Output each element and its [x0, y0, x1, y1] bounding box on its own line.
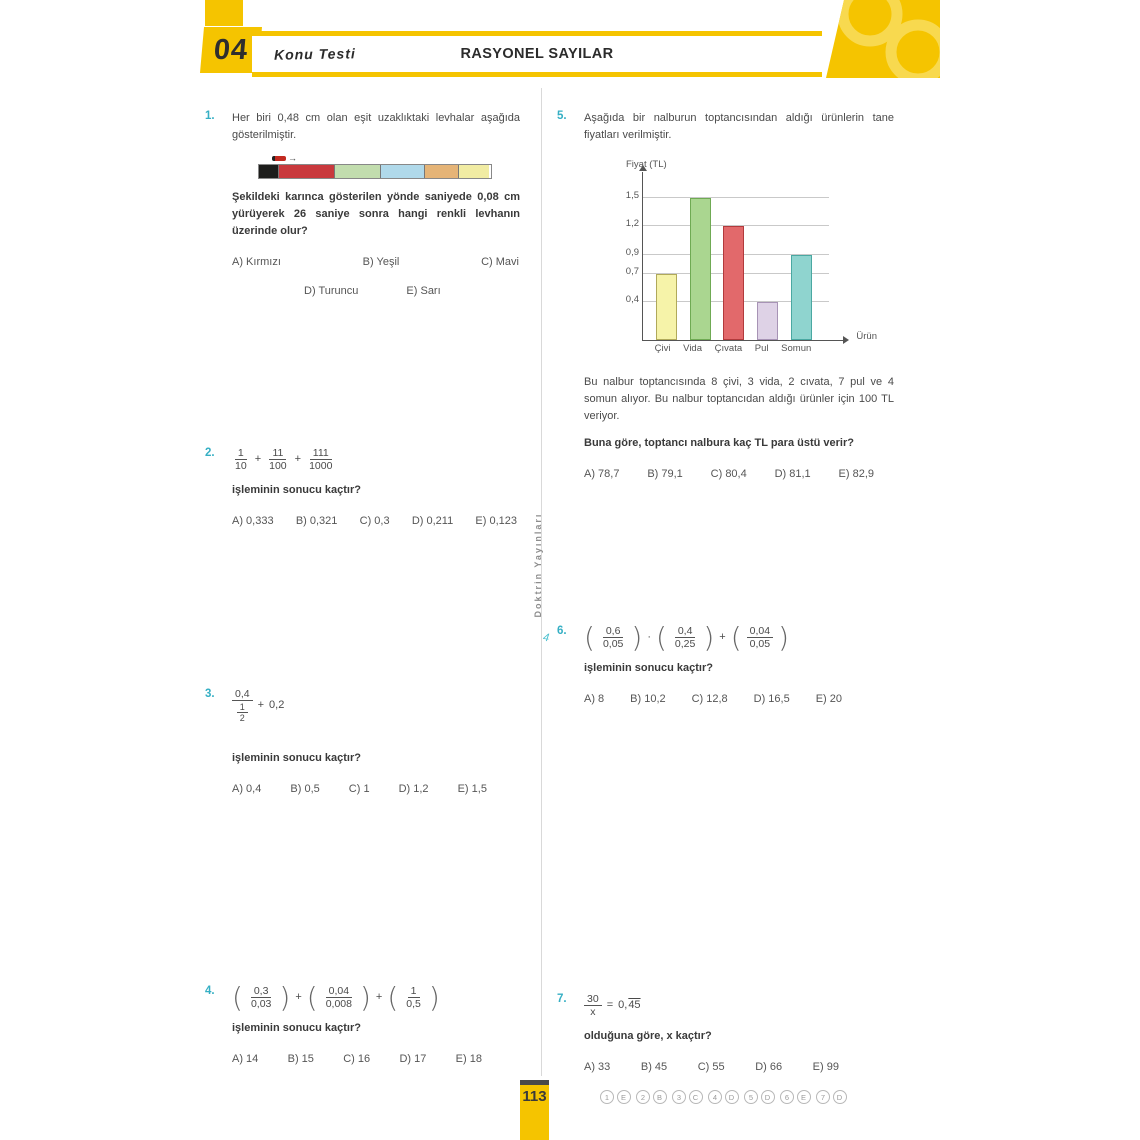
page-title: RASYONEL SAYILAR: [460, 46, 614, 62]
option-c: C) 1: [348, 782, 370, 795]
question-prompt: işleminin sonucu kaçtır?: [232, 484, 361, 497]
y-axis-label: Fiyat (TL): [626, 159, 667, 171]
y-tick-label: 0,9: [625, 246, 639, 258]
fraction: $\frac{0,3}{0,03}$: [250, 985, 272, 1011]
question-number: 7.: [557, 993, 567, 1005]
question-7: [557, 993, 894, 1076]
fraction: $\frac{0,4}{0,25}$: [674, 625, 696, 651]
y-tick-label: 1,5: [625, 189, 639, 201]
option-a: A) 14: [232, 1053, 259, 1066]
answer-key-bubble: 1: [600, 1090, 614, 1104]
board-start: [259, 165, 279, 178]
option-a: A) Kırmızı: [232, 256, 281, 269]
question-bold-text: Şekildeki karınca gösterilen yönde saniyede 0,08 cm yürüyerek 26 saniye sonra hangi renkli levhanın üzerinde olur?: [232, 191, 520, 238]
option-c: C) 80,4: [710, 468, 747, 481]
test-number: 04: [212, 33, 250, 66]
operator: +: [294, 453, 302, 466]
paren-open: (: [306, 981, 318, 1014]
category-label: Çivi: [654, 343, 671, 355]
paren-open: (: [655, 621, 667, 654]
answer-key-bubble: 6: [780, 1090, 794, 1104]
option-a: A) 0,333: [232, 515, 274, 528]
answer-key-bubble: D: [833, 1090, 847, 1104]
options-row: [232, 781, 487, 798]
options-row: [232, 513, 517, 530]
paren-close: ): [703, 621, 715, 654]
question-4: [205, 981, 520, 1068]
question-number: 4.: [205, 985, 215, 997]
board-red: [279, 165, 335, 178]
answer-key-bubble: D: [725, 1090, 739, 1104]
board-green: [335, 165, 381, 178]
option-b: B) 0,321: [295, 515, 338, 528]
fraction: $\frac{1}{10}$: [235, 447, 247, 473]
publisher-name: Doktrin Yayınları: [533, 512, 543, 618]
fraction: $\frac{111}{1000}$: [309, 447, 333, 473]
option-c: C) 16: [343, 1053, 371, 1066]
fraction: $\frac{1}{0,5}$: [406, 985, 421, 1011]
board-strip-figure: [258, 152, 520, 179]
answer-key-bubble: 5: [744, 1090, 758, 1104]
page-edge-tab: [205, 0, 243, 26]
bar-pul: [757, 302, 778, 340]
option-e: E) 20: [815, 693, 842, 706]
question-prompt: işleminin sonucu kaçtır?: [232, 1022, 361, 1035]
infinity-loops-icon: [826, 0, 940, 78]
option-b: B) 0,5: [290, 782, 320, 795]
board-orange: [425, 165, 459, 178]
option-c: C) 0,3: [359, 515, 390, 528]
complex-fraction: $\frac{0,4}{\frac{1}{2}}$: [232, 688, 253, 724]
option-d: D) 17: [399, 1053, 427, 1066]
fraction: $\frac{30}{x}$: [584, 993, 602, 1018]
paren-open: (: [232, 981, 243, 1014]
answer-key-bubble: D: [761, 1090, 775, 1104]
y-tick-label: 1,2: [625, 218, 639, 230]
board-yellow: [459, 165, 489, 178]
math-expression: [584, 621, 894, 654]
option-c: C) 55: [697, 1061, 725, 1074]
corner-decoration: [826, 0, 940, 78]
option-e: E) Sarı: [406, 285, 441, 298]
option-c: C) 12,8: [691, 693, 728, 706]
option-b: B) Yeşil: [362, 256, 400, 269]
question-text: Bu nalbur toptancısında 8 çivi, 3 vida, 2 cıvata, 7 pul ve 4 somun alıyor. Bu nalbur toptancıdan aldığı ürünler için 100 TL veriyor.: [584, 376, 894, 423]
test-type-label: Konu Testi: [273, 45, 356, 63]
option-a: A) 0,4: [232, 782, 262, 795]
option-a: A) 8: [584, 693, 605, 706]
question-prompt: işleminin sonucu kaçtır?: [232, 751, 361, 764]
bar-civi: [656, 274, 677, 341]
paren-close: ): [279, 981, 291, 1014]
option-e: E) 0,123: [475, 515, 517, 528]
direction-arrow-icon: →: [288, 152, 297, 163]
fraction: $\frac{0,04}{0,05}$: [747, 625, 773, 650]
decimal-lead: 0,: [618, 999, 628, 1012]
y-axis-arrow-icon: [639, 165, 647, 171]
options-row: [304, 283, 520, 300]
category-label: Çıvata: [714, 343, 743, 355]
operator: +: [375, 991, 383, 1004]
category-label: Pul: [754, 343, 769, 355]
fraction: $\frac{0,04}{0,008}$: [325, 985, 352, 1011]
question-bold-text: Buna göre, toptancı nalbura kaç TL para üstü verir?: [584, 437, 854, 450]
option-d: D) Turuncu: [304, 285, 359, 298]
y-tick-label: 0,7: [625, 265, 639, 277]
operator: +: [257, 699, 265, 712]
question-1: [205, 110, 520, 300]
option-a: A) 78,7: [584, 468, 620, 481]
board-blue: [381, 165, 425, 178]
page-number: 113: [522, 1088, 547, 1105]
question-prompt: işleminin sonucu kaçtır?: [584, 662, 713, 675]
options-row: [232, 1051, 482, 1068]
paren-close: ): [359, 981, 371, 1014]
bars: [643, 172, 825, 340]
option-d: D) 81,1: [774, 468, 811, 481]
answer-key-bubble: E: [617, 1090, 631, 1104]
operator: +: [295, 991, 302, 1004]
answer-key-bubble: 3: [672, 1090, 686, 1104]
question-text: Aşağıda bir nalburun toptancısından aldığı ürünlerin tane fiyatları verilmiştir.: [584, 112, 894, 142]
option-b: B) 45: [640, 1061, 668, 1074]
fraction: $\frac{0,6}{0,05}$: [602, 625, 624, 651]
colored-boards: [258, 164, 492, 179]
repeating-decimal: 45: [628, 999, 641, 1012]
option-e: E) 99: [812, 1061, 839, 1074]
option-e: E) 1,5: [457, 782, 487, 795]
paren-open: (: [730, 621, 742, 654]
question-number: 3.: [205, 688, 215, 700]
pencil-mark: 4: [542, 631, 550, 645]
math-expression: [232, 447, 520, 472]
x-axis-label: Ürün: [856, 331, 877, 343]
answer-key-bubble: 2: [636, 1090, 650, 1104]
option-b: B) 15: [287, 1053, 314, 1066]
answer-key: [600, 1090, 850, 1104]
operand: 0,2: [269, 699, 285, 712]
question-5: [557, 110, 894, 483]
bar-civata: [723, 226, 744, 340]
y-tick-label: 0,4: [625, 294, 639, 306]
paren-open: (: [387, 981, 399, 1014]
question-3: [205, 688, 520, 798]
option-a: A) 33: [584, 1061, 611, 1074]
fraction: $\frac{11}{100}$: [269, 447, 287, 473]
plot-area: [625, 172, 877, 343]
question-6: [557, 621, 894, 708]
price-bar-chart: [612, 158, 877, 364]
option-e: E) 82,9: [838, 468, 874, 481]
ant-icon: [272, 156, 286, 161]
paren-open: (: [584, 621, 595, 654]
operator: ·: [647, 631, 651, 644]
question-prompt: olduğuna göre, x kaçtır?: [584, 1030, 712, 1043]
option-d: D) 16,5: [753, 693, 790, 706]
paren-close: ): [631, 621, 643, 654]
category-label: Somun: [781, 343, 812, 355]
math-expression: [232, 688, 520, 724]
options-row: [232, 254, 519, 271]
option-c: C) Mavi: [481, 256, 519, 269]
bar-vida: [690, 198, 711, 341]
ant-figure: [272, 152, 520, 164]
category-labels: [642, 342, 824, 357]
option-b: B) 79,1: [647, 468, 683, 481]
question-2: [205, 447, 520, 530]
answer-key-bubble: E: [797, 1090, 811, 1104]
option-d: D) 1,2: [398, 782, 429, 795]
question-number: 1.: [205, 110, 215, 122]
option-e: E) 18: [455, 1053, 482, 1066]
paren-close: ): [778, 621, 790, 654]
operator: +: [254, 453, 262, 466]
equals-sign: =: [606, 999, 614, 1012]
question-number: 2.: [205, 447, 215, 459]
nested-fraction: $\frac{1}{2}$: [237, 702, 248, 724]
question-number: 5.: [557, 110, 567, 122]
math-expression: [584, 993, 894, 1018]
options-row: [584, 691, 842, 708]
answer-key-bubble: B: [653, 1090, 667, 1104]
category-label: Vida: [683, 343, 702, 355]
bar-somun: [791, 255, 812, 341]
header-band: [252, 31, 822, 77]
answer-key-bubble: 4: [708, 1090, 722, 1104]
math-expression: [232, 981, 520, 1014]
answer-key-bubble: C: [689, 1090, 703, 1104]
paren-close: ): [428, 981, 440, 1014]
option-d: D) 66: [755, 1061, 783, 1074]
x-axis-arrow-icon: [843, 336, 849, 344]
options-row: [584, 1059, 839, 1076]
answer-key-bubble: 7: [816, 1090, 830, 1104]
question-number: 6.: [557, 625, 567, 637]
operator: +: [719, 631, 726, 644]
options-row: [584, 466, 874, 483]
question-text: Her biri 0,48 cm olan eşit uzaklıktaki levhalar aşağıda gösterilmiştir.: [232, 112, 520, 142]
option-d: D) 0,211: [411, 515, 454, 528]
page-number-tab: [520, 1085, 549, 1140]
option-b: B) 10,2: [630, 693, 666, 706]
